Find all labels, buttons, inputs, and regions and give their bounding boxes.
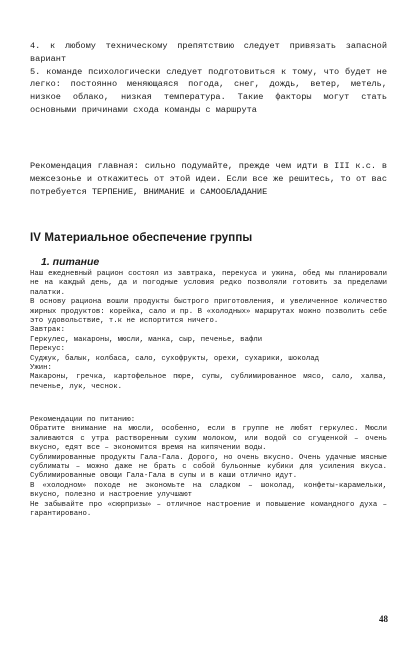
list-item-5: 5. команде психологически следует подготовиться к тому, что будет не легко: постоянно меняющаяся погода, снег, дождь, ветер, метель, низкое облако, низкая температура. Такие факторы могут стать основными причинами схода команды с маршрута (30, 66, 387, 115)
snack-items: Суджук, балык, колбаса, сало, сухофрукты, орехи, сухарики, шоколад (30, 354, 320, 363)
snack-label: Перекус: (30, 345, 66, 354)
list-item-4: 4. к любому техническому препятствию следует привязать запасной вариант (30, 41, 387, 64)
nutrition-text (30, 270, 387, 392)
page-number: 48 (379, 614, 388, 624)
intro-list (30, 40, 387, 117)
rec-sweets: В «холодном» походе не экономьте на сладком – шоколад, конфеты-карамельки, вкусно, полезно и настроение улучшают (30, 481, 387, 500)
dinner-label: Ужин: (30, 364, 52, 373)
main-recommendation: Рекомендация главная: сильно подумайте, прежде чем идти в III к.с. в межсезонье и откажитесь от этой идеи. Если все же решитесь, то от вас потребуется ТЕРПЕНИЕ, ВНИМАНИЕ и САМООБЛАДАНИЕ (30, 161, 387, 197)
breakfast-items: Геркулес, макароны, мюсли, манка, сыр, печенье, вафли (30, 335, 263, 344)
dinner-items: Макароны, гречка, картофельное пюре, супы, сублимированное мясо, сало, халва, печенье, лук, чеснок. (30, 373, 387, 391)
subsection-heading: 1. питание (41, 256, 100, 268)
nutrition-intro: Наш ежедневный рацион состоял из завтрака, перекуса и ужина, обед мы планировали не на каждый день, да и погодные условия редко позволяли готовить за пределами палатки. (30, 270, 387, 297)
rec-muesli: Обратите внимание на мюсли, особенно, если в группе не любят геркулес. Мюсли заливаются с утра растворенным сухим молоком, или водой со сгущенкой – очень вкусно, едят все – экономится время на кипячении воды. (30, 425, 387, 453)
rec-freeze-dried: Сублимированные продукты Гала-Гала. Дорого, но очень вкусно. Очень удачные мясные сублиматы – можно даже не брать с собой бульонные кубики для усиления вкуса. Сублимированные овощи Гала-Гала в супы и в каши отлично идут. (30, 453, 387, 481)
nutrition-recommendations (30, 416, 387, 519)
recs-title: Рекомендации по питанию: (30, 416, 136, 424)
nutrition-basis: В основу рациона вошли продукты быстрого приготовления, и увеличенное количество жирных продуктов: корейка, сало и пр. В «холодных» маршрутах можно позволить себе это удовольствие, т.к не испортится ничего. (30, 298, 387, 326)
section-heading: IV Материальное обеспечение группы (30, 232, 253, 244)
rec-surprises: Не забывайте про «сюрпризы» – отличное настроение и повышение командного духа – гарантировано. (30, 500, 387, 519)
breakfast-label: Завтрак: (30, 326, 66, 335)
